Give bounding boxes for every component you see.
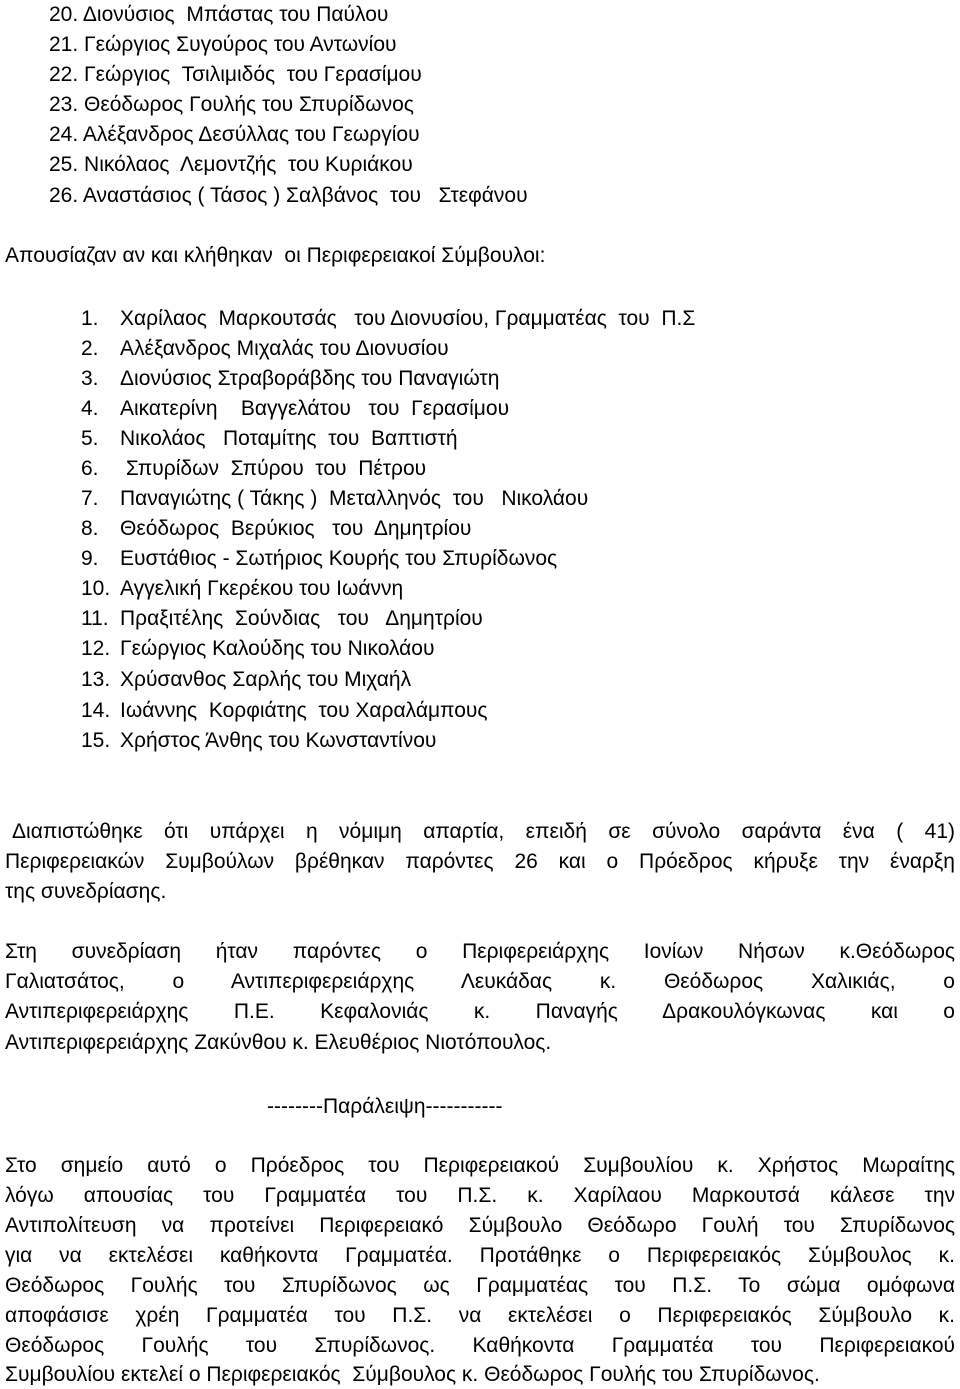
list-item (49, 62, 422, 88)
paragraph-line: Περιφερειακών Συμβούλων βρέθηκαν παρόντες 26 και ο Πρόεδρος κήρυξε την έναρξη (5, 850, 955, 873)
item-number: 9. (81, 547, 99, 570)
member-name: Αναστάσιος ( Τάσος ) Σαλβάνος του Στεφάνου (82, 184, 528, 207)
member-name: Ιωάννης Κορφιάτης του Χαραλάμπους (120, 699, 488, 722)
list-item (81, 306, 695, 332)
paragraph-line: Θεόδωρος Γουλής του Σπυρίδωνος. Καθήκοντα Γραμματέα του Περιφερειακού (5, 1334, 955, 1357)
paragraph-line: της συνεδρίασης. (5, 880, 167, 903)
paragraph-line: Γαλιατσάτος, ο Αντιπεριφερειάρχης Λευκάδας κ. Θεόδωρος Χαλικιάς, ο (5, 970, 955, 993)
member-name: Νικόλαος Λεμοντζής του Κυριάκου (84, 153, 413, 176)
list-item (81, 606, 483, 632)
item-number: 20. (49, 3, 79, 26)
paragraph-line: Αντιπολίτευση να προτείνει Περιφερειακό Σύμβουλο Θεόδωρο Γουλή του Σπυρίδωνος (5, 1214, 955, 1237)
member-name: Αγγελική Γκερέκου του Ιωάννη (120, 577, 404, 600)
list-item (81, 698, 488, 724)
member-name: Ευστάθιος - Σωτήριος Κουρής του Σπυρίδωνος (120, 547, 558, 570)
member-name: Διονύσιος Μπάστας του Παύλου (82, 3, 389, 26)
list-item (81, 336, 449, 362)
member-name: Σπυρίδων Σπύρου του Πέτρου (120, 457, 427, 480)
paragraph-line: Στο σημείο αυτό ο Πρόεδρος του Περιφερειακού Συμβουλίου κ. Χρήστος Μωραίτης (5, 1154, 955, 1177)
absent-heading: Απουσίαζαν αν και κλήθηκαν οι Περιφερειακοί Σύμβουλοι: (5, 244, 546, 267)
member-name: Γεώργιος Τσιλιμιδός του Γερασίμου (84, 63, 422, 86)
list-item (81, 546, 557, 572)
item-number: 5. (81, 427, 99, 450)
paragraph-line: Αντιπεριφερειάρχης Ζακύνθου κ. Ελευθέριος Νιοτόπουλος. (5, 1031, 552, 1054)
list-item (81, 667, 411, 693)
item-number: 10. (81, 577, 111, 600)
paragraph-line: αποφάσισε χρέη Γραμματέα του Π.Σ. να εκτελέσει ο Περιφερειακός Σύμβουλο κ. (5, 1304, 955, 1327)
item-number: 1. (81, 307, 99, 330)
paragraph-line: για να εκτελέσει καθήκοντα Γραμματέα. Προτάθηκε ο Περιφερειακός Σύμβουλος κ. (5, 1244, 955, 1267)
list-item (81, 728, 436, 754)
item-number: 12. (81, 637, 111, 660)
paragraph-line: Συμβουλίου εκτελεί ο Περιφερειακός Σύμβουλος κ. Θεόδωρος Γουλής του Σπυρίδωνος. (5, 1363, 820, 1386)
paragraph-line: λόγω απουσίας του Γραμματέα του Π.Σ. κ. Χαρίλαου Μαρκουτσά κάλεσε την (5, 1184, 955, 1207)
member-name: Αικατερίνη Βαγγελάτου του Γερασίμου (120, 397, 510, 420)
list-item (49, 152, 413, 178)
list-item (49, 122, 420, 148)
member-name: Αλέξανδρος Δεσύλλας του Γεωργίου (82, 123, 420, 146)
list-item (81, 366, 499, 392)
item-number: 13. (81, 668, 111, 691)
paragraph-line: Διαπιστώθηκε ότι υπάρχει η νόμιμη απαρτία, επειδή σε σύνολο σαράντα ένα ( 41) (12, 820, 955, 843)
item-number: 25. (49, 153, 79, 176)
list-item (81, 576, 403, 602)
member-name: Παναγιώτης ( Τάκης ) Μεταλληνός του Νικολάου (120, 487, 589, 510)
member-name: Αλέξανδρος Μιχαλάς του Διονυσίου (120, 337, 449, 360)
omission-marker: --------Παράλειψη----------- (267, 1095, 503, 1118)
item-number: 24. (49, 123, 79, 146)
member-name: Χρήστος Άνθης του Κωνσταντίνου (120, 729, 437, 752)
paragraph-line: Στη συνεδρίαση ήταν παρόντες ο Περιφερειάρχης Ιονίων Νήσων κ.Θεόδωρος (5, 940, 955, 963)
item-number: 23. (49, 93, 79, 116)
list-item (81, 486, 588, 512)
item-number: 22. (49, 63, 79, 86)
item-number: 6. (81, 457, 99, 480)
member-name: Πραξιτέλης Σούνδιας του Δημητρίου (120, 607, 483, 630)
member-name: Χρύσανθος Σαρλής του Μιχαήλ (120, 668, 412, 691)
item-number: 15. (81, 729, 111, 752)
member-name: Γεώργιος Καλούδης του Νικολάου (120, 637, 435, 660)
list-item (81, 396, 509, 422)
paragraph-line: Αντιπεριφερειάρχης Π.Ε. Κεφαλονιάς κ. Παναγής Δρακουλόγκωνας και ο (5, 1000, 955, 1023)
list-item (81, 516, 471, 542)
member-name: Γεώργιος Συγούρος του Αντωνίου (84, 33, 397, 56)
list-item (49, 2, 388, 28)
item-number: 4. (81, 397, 99, 420)
member-name: Χαρίλαος Μαρκουτσάς του Διονυσίου, Γραμματέας του Π.Σ (120, 307, 696, 330)
item-number: 2. (81, 337, 99, 360)
list-item (49, 92, 414, 118)
list-item (49, 32, 397, 58)
member-name: Θεόδωρος Γουλής του Σπυρίδωνος (84, 93, 414, 116)
item-number: 26. (49, 184, 79, 207)
list-item (81, 636, 434, 662)
item-number: 11. (81, 607, 109, 630)
member-name: Διονύσιος Στραβοράβδης του Παναγιώτη (120, 367, 500, 390)
list-item (81, 456, 426, 482)
list-item (81, 426, 458, 452)
item-number: 8. (81, 517, 99, 540)
member-name: Νικολάος Ποταμίτης του Βαπτιστή (120, 427, 458, 450)
member-name: Θεόδωρος Βερύκιος του Δημητρίου (120, 517, 472, 540)
list-item (49, 183, 528, 209)
item-number: 21. (49, 33, 79, 56)
item-number: 14. (81, 699, 111, 722)
paragraph-line: Θεόδωρος Γουλής του Σπυρίδωνος ως Γραμματέας του Π.Σ. Το σώμα ομόφωνα (5, 1274, 955, 1297)
item-number: 7. (81, 487, 99, 510)
item-number: 3. (81, 367, 99, 390)
